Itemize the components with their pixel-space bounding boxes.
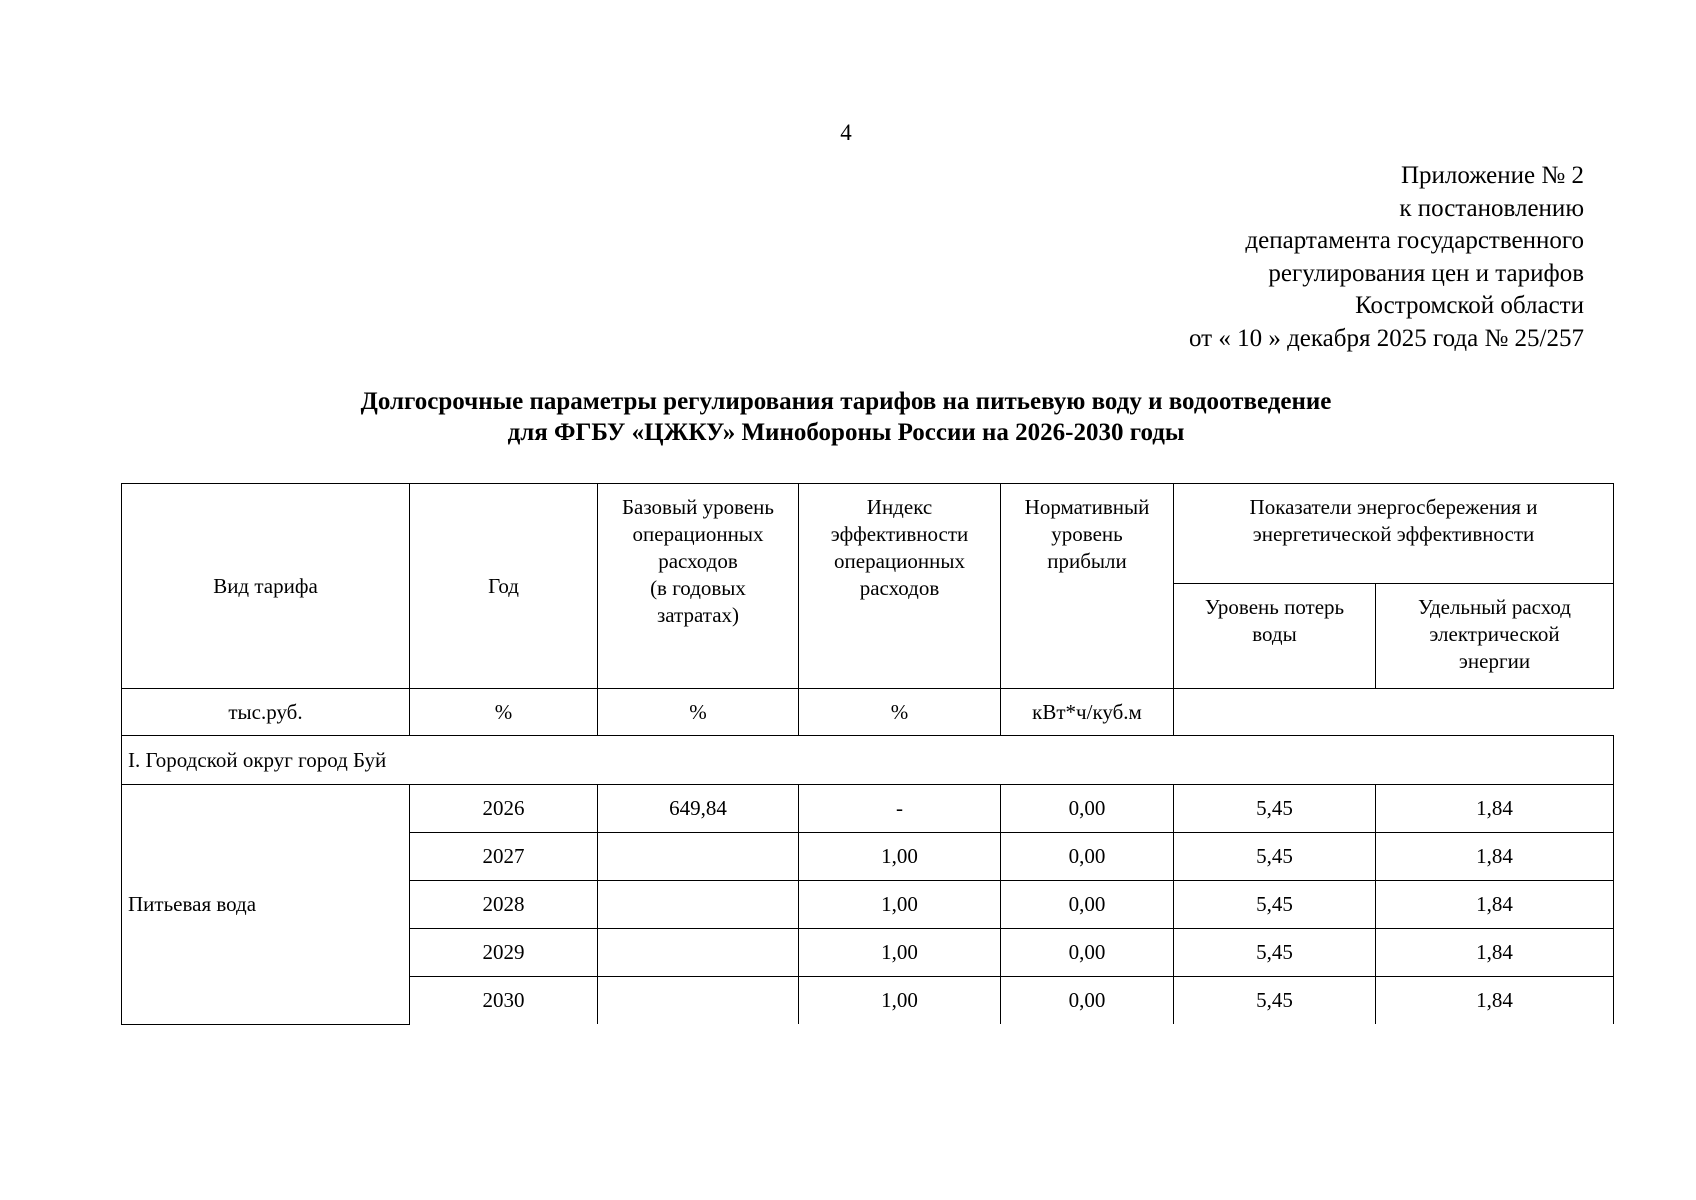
header-line: операционных xyxy=(834,549,965,573)
unit-normative-profit: % xyxy=(598,689,799,736)
header-line: (в годовых xyxy=(650,576,746,600)
cell-water-loss: 5,45 xyxy=(1174,881,1376,929)
header-line: уровень xyxy=(1051,522,1123,546)
section-title: I. Городской округ город Буй xyxy=(122,736,1614,785)
cell-efficiency-index: 1,00 xyxy=(799,833,1001,881)
header-line: Нормативный xyxy=(1024,495,1150,519)
cell-efficiency-index: - xyxy=(799,785,1001,833)
cell-year: 2030 xyxy=(410,977,598,1025)
header-efficiency-index xyxy=(799,484,1001,689)
cell-water-loss: 5,45 xyxy=(1174,833,1376,881)
header-line: прибыли xyxy=(1047,549,1127,573)
header-line: эффективности xyxy=(830,522,969,546)
cell-electricity: 1,84 xyxy=(1376,881,1614,929)
title-line: для ФГБУ «ЦЖКУ» Минобороны России на 2026-2030 годы xyxy=(507,419,1185,446)
cell-water-loss: 5,45 xyxy=(1174,785,1376,833)
header-line: энергетической эффективности xyxy=(1252,522,1535,546)
header-line: воды xyxy=(1252,622,1297,646)
cell-normative-profit: 0,00 xyxy=(1001,833,1174,881)
appendix-line: департамента государственного xyxy=(1245,227,1584,254)
header-line: энергии xyxy=(1458,649,1531,673)
header-line: Показатели энергосбережения и xyxy=(1249,495,1538,519)
header-normative-profit xyxy=(1001,484,1174,689)
appendix-line: Приложение № 2 xyxy=(1400,162,1584,189)
cell-efficiency-index: 1,00 xyxy=(799,929,1001,977)
appendix-line: от « 10 » декабря 2025 года № 25/257 xyxy=(1188,324,1584,352)
unit-water-loss: % xyxy=(799,689,1001,736)
cell-base-opex xyxy=(598,833,799,881)
header-line: расходов xyxy=(658,549,738,573)
appendix-line: регулирования цен и тарифов xyxy=(1268,259,1584,287)
cell-water-loss: 5,45 xyxy=(1174,977,1376,1025)
header-line: расходов xyxy=(859,576,940,600)
tariff-name: Питьевая вода xyxy=(122,785,410,1025)
cell-base-opex xyxy=(598,977,799,1025)
header-energy-group xyxy=(1174,484,1614,584)
appendix-line: к постановлению xyxy=(1399,194,1584,222)
header-line: Уровень потерь xyxy=(1204,595,1345,619)
cell-efficiency-index: 1,00 xyxy=(799,881,1001,929)
cell-electricity: 1,84 xyxy=(1376,833,1614,881)
section-row xyxy=(122,736,1614,785)
units-row xyxy=(122,689,1614,736)
cell-normative-profit: 0,00 xyxy=(1001,929,1174,977)
tariff-parameters-table xyxy=(121,483,1614,1025)
appendix-line: Костромской области xyxy=(1355,292,1584,319)
cell-year: 2026 xyxy=(410,785,598,833)
header-line: электрической xyxy=(1429,622,1560,646)
unit-efficiency-index: % xyxy=(410,689,598,736)
header-line: операционных xyxy=(632,522,764,546)
header-line: Удельный расход xyxy=(1418,595,1571,619)
header-water-loss xyxy=(1174,584,1376,689)
cell-year: 2029 xyxy=(410,929,598,977)
cell-electricity: 1,84 xyxy=(1376,785,1614,833)
unit-base-opex: тыс.руб. xyxy=(122,689,410,736)
cell-base-opex xyxy=(598,881,799,929)
header-year: Год xyxy=(410,484,598,689)
table-row xyxy=(122,785,1614,833)
document-title xyxy=(0,386,1692,448)
cell-normative-profit: 0,00 xyxy=(1001,977,1174,1025)
page-number: 4 xyxy=(840,120,852,145)
appendix-block xyxy=(1189,160,1584,355)
cell-electricity: 1,84 xyxy=(1376,929,1614,977)
cell-efficiency-index: 1,00 xyxy=(799,977,1001,1025)
cell-water-loss: 5,45 xyxy=(1174,929,1376,977)
cell-year: 2028 xyxy=(410,881,598,929)
header-line: затратах) xyxy=(656,603,740,627)
cell-base-opex: 649,84 xyxy=(598,785,799,833)
header-line: Индекс xyxy=(866,495,933,519)
cell-year: 2027 xyxy=(410,833,598,881)
cell-normative-profit: 0,00 xyxy=(1001,881,1174,929)
header-electricity xyxy=(1376,584,1614,689)
unit-electricity: кВт*ч/куб.м xyxy=(1001,689,1174,736)
cell-base-opex xyxy=(598,929,799,977)
header-tariff-type: Вид тарифа xyxy=(122,484,410,689)
cell-normative-profit: 0,00 xyxy=(1001,785,1174,833)
header-line: Базовый уровень xyxy=(622,495,774,519)
title-line: Долгосрочные параметры регулирования тарифов на питьевую воду и водоотведение xyxy=(360,388,1332,415)
cell-electricity: 1,84 xyxy=(1376,977,1614,1025)
header-base-opex xyxy=(598,484,799,689)
